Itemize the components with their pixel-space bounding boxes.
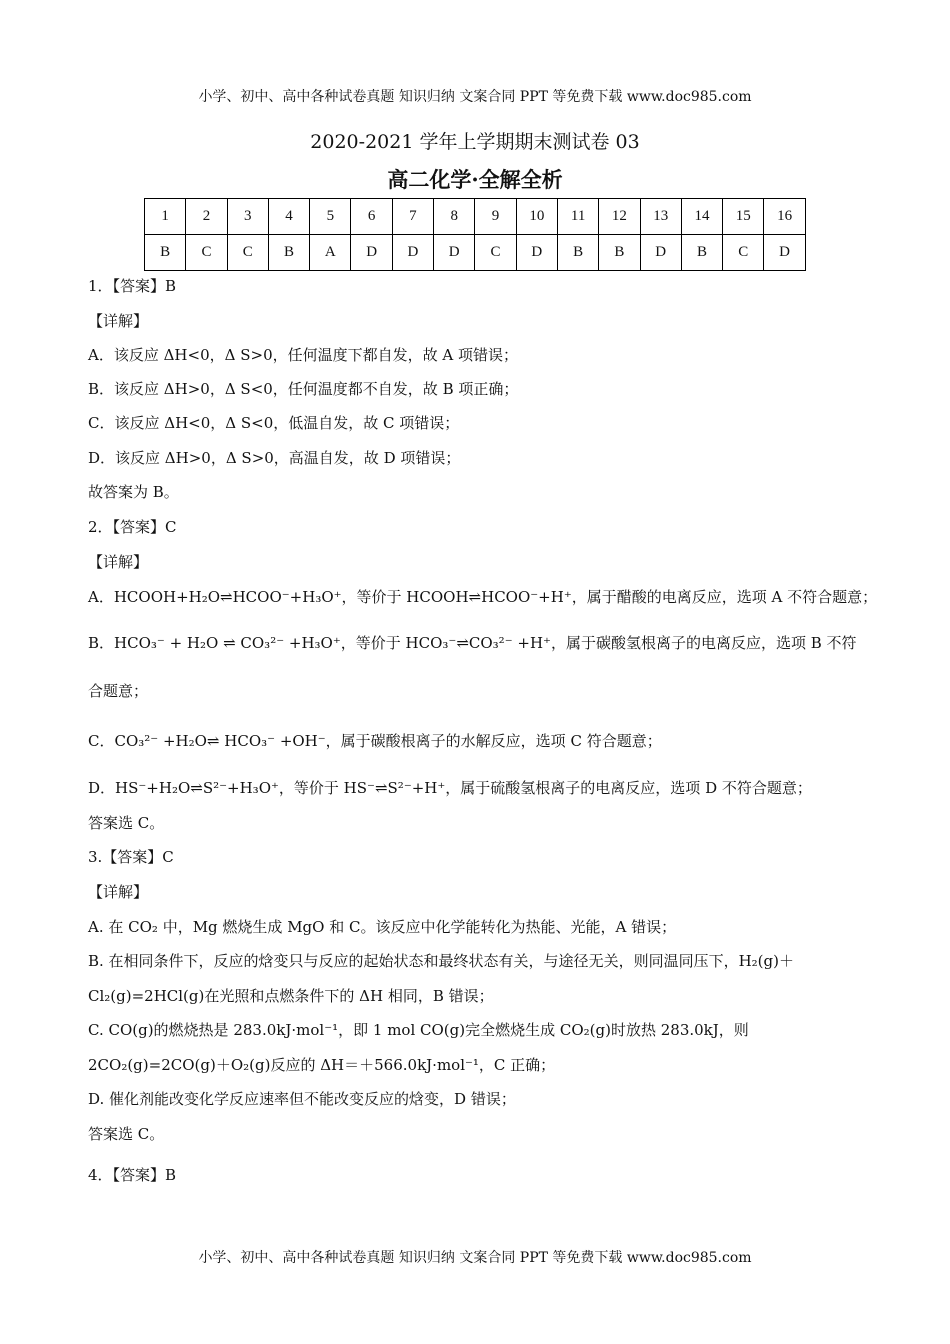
question-number-cell: 13 [640,199,681,235]
answer-cell: B [599,235,640,271]
text-line: 【详解】 [88,553,149,571]
question-number-cell: 9 [475,199,516,235]
question-number-cell: 7 [392,199,433,235]
question-number-cell: 12 [599,199,640,235]
document-subtitle: 高二化学·全解全析 [387,167,563,192]
answer-cell: B [268,235,309,271]
answer-cell: D [764,235,805,271]
text-line: D．HS⁻+H₂O⇌S²⁻+H₃O⁺，等价于 HS⁻⇌S²⁻+H⁺，属于硫酸氢根离子的电离反应，选项 D 不符合题意； [88,779,812,797]
answer-cell: A [310,235,351,271]
answer-cell: D [640,235,681,271]
text-line: 答案选 C。 [88,1125,165,1143]
question-number-cell: 8 [434,199,475,235]
document-title: 2020-2021 学年上学期期末测试卷 03 [310,131,640,153]
answer-cell: D [392,235,433,271]
question-number-cell: 3 [227,199,268,235]
answer-cell: B [681,235,722,271]
text-line: C．该反应 ΔH<0，Δ S<0，低温自发，故 C 项错误； [88,414,460,432]
page-header: 小学、初中、高中各种试卷真题 知识归纳 文案合同 PPT 等免费下载 www.doc985.com [198,89,752,105]
text-line: 4．【答案】B [88,1166,177,1184]
answer-table [144,198,806,271]
text-line: A．HCOOH+H₂O⇌HCOO⁻+H₃O⁺，等价于 HCOOH⇌HCOO⁻+H⁺，属于醋酸的电离反应，选项 A 不符合题意； [88,588,878,606]
question-number-cell: 14 [681,199,722,235]
answer-cell: B [557,235,598,271]
page-footer: 小学、初中、高中各种试卷真题 知识归纳 文案合同 PPT 等免费下载 www.doc985.com [198,1250,752,1266]
answer-cell: D [516,235,557,271]
text-line: 2CO₂(g)=2CO(g)＋O₂(g)反应的 ΔH＝＋566.0kJ·mol⁻¹，C 正确； [88,1056,556,1074]
text-line: 1．【答案】B [88,277,177,295]
answer-cell: D [434,235,475,271]
question-number-row [145,199,806,235]
text-line: 【详解】 [88,312,149,330]
question-number-cell: 6 [351,199,392,235]
answer-cell: C [475,235,516,271]
question-number-cell: 5 [310,199,351,235]
answer-cell: D [351,235,392,271]
text-line: A. 在 CO₂ 中，Mg 燃烧生成 MgO 和 C。该反应中化学能转化为热能、光能，A 错误； [88,918,677,936]
text-line: Cl₂(g)=2HCl(g)在光照和点燃条件下的 ΔH 相同，B 错误； [88,987,494,1005]
text-line: B．HCO₃⁻ + H₂O ⇌ CO₃²⁻ +H₃O⁺，等价于 HCO₃⁻⇌CO₃²⁻ +H⁺，属于碳酸氢根离子的电离反应，选项 B 不符 [88,634,857,652]
answer-row [145,235,806,271]
text-line: 答案选 C。 [88,814,165,832]
question-number-cell: 4 [268,199,309,235]
text-line: 【详解】 [88,883,149,901]
text-line: A．该反应 ΔH<0，Δ S>0，任何温度下都自发，故 A 项错误； [88,346,518,364]
question-number-cell: 11 [557,199,598,235]
text-line: D. 催化剂能改变化学反应速率但不能改变反应的焓变，D 错误； [88,1090,516,1108]
text-line: C. CO(g)的燃烧热是 283.0kJ·mol⁻¹，即 1 mol CO(g)完全燃烧生成 CO₂(g)时放热 283.0kJ，则 [88,1021,749,1039]
answer-cell: B [145,235,186,271]
question-number-cell: 1 [145,199,186,235]
question-number-cell: 16 [764,199,805,235]
question-number-cell: 10 [516,199,557,235]
text-line: D．该反应 ΔH>0，Δ S>0，高温自发，故 D 项错误； [88,449,461,467]
text-line: 3.【答案】C [88,848,174,866]
text-line: 2．【答案】C [88,518,177,536]
answer-cell: C [186,235,227,271]
text-line: C．CO₃²⁻ +H₂O⇌ HCO₃⁻ +OH⁻，属于碳酸根离子的水解反应，选项 C 符合题意； [88,732,662,750]
answer-cell: C [723,235,764,271]
question-number-cell: 2 [186,199,227,235]
text-line: 故答案为 B。 [88,483,179,501]
question-number-cell: 15 [723,199,764,235]
text-line: B．该反应 ΔH>0，Δ S<0，任何温度都不自发，故 B 项正确； [88,380,519,398]
text-line: 合题意； [88,682,149,700]
text-line: B. 在相同条件下，反应的焓变只与反应的起始状态和最终状态有关，与途径无关，则同温同压下，H₂(g)＋ [88,952,794,970]
answer-cell: C [227,235,268,271]
